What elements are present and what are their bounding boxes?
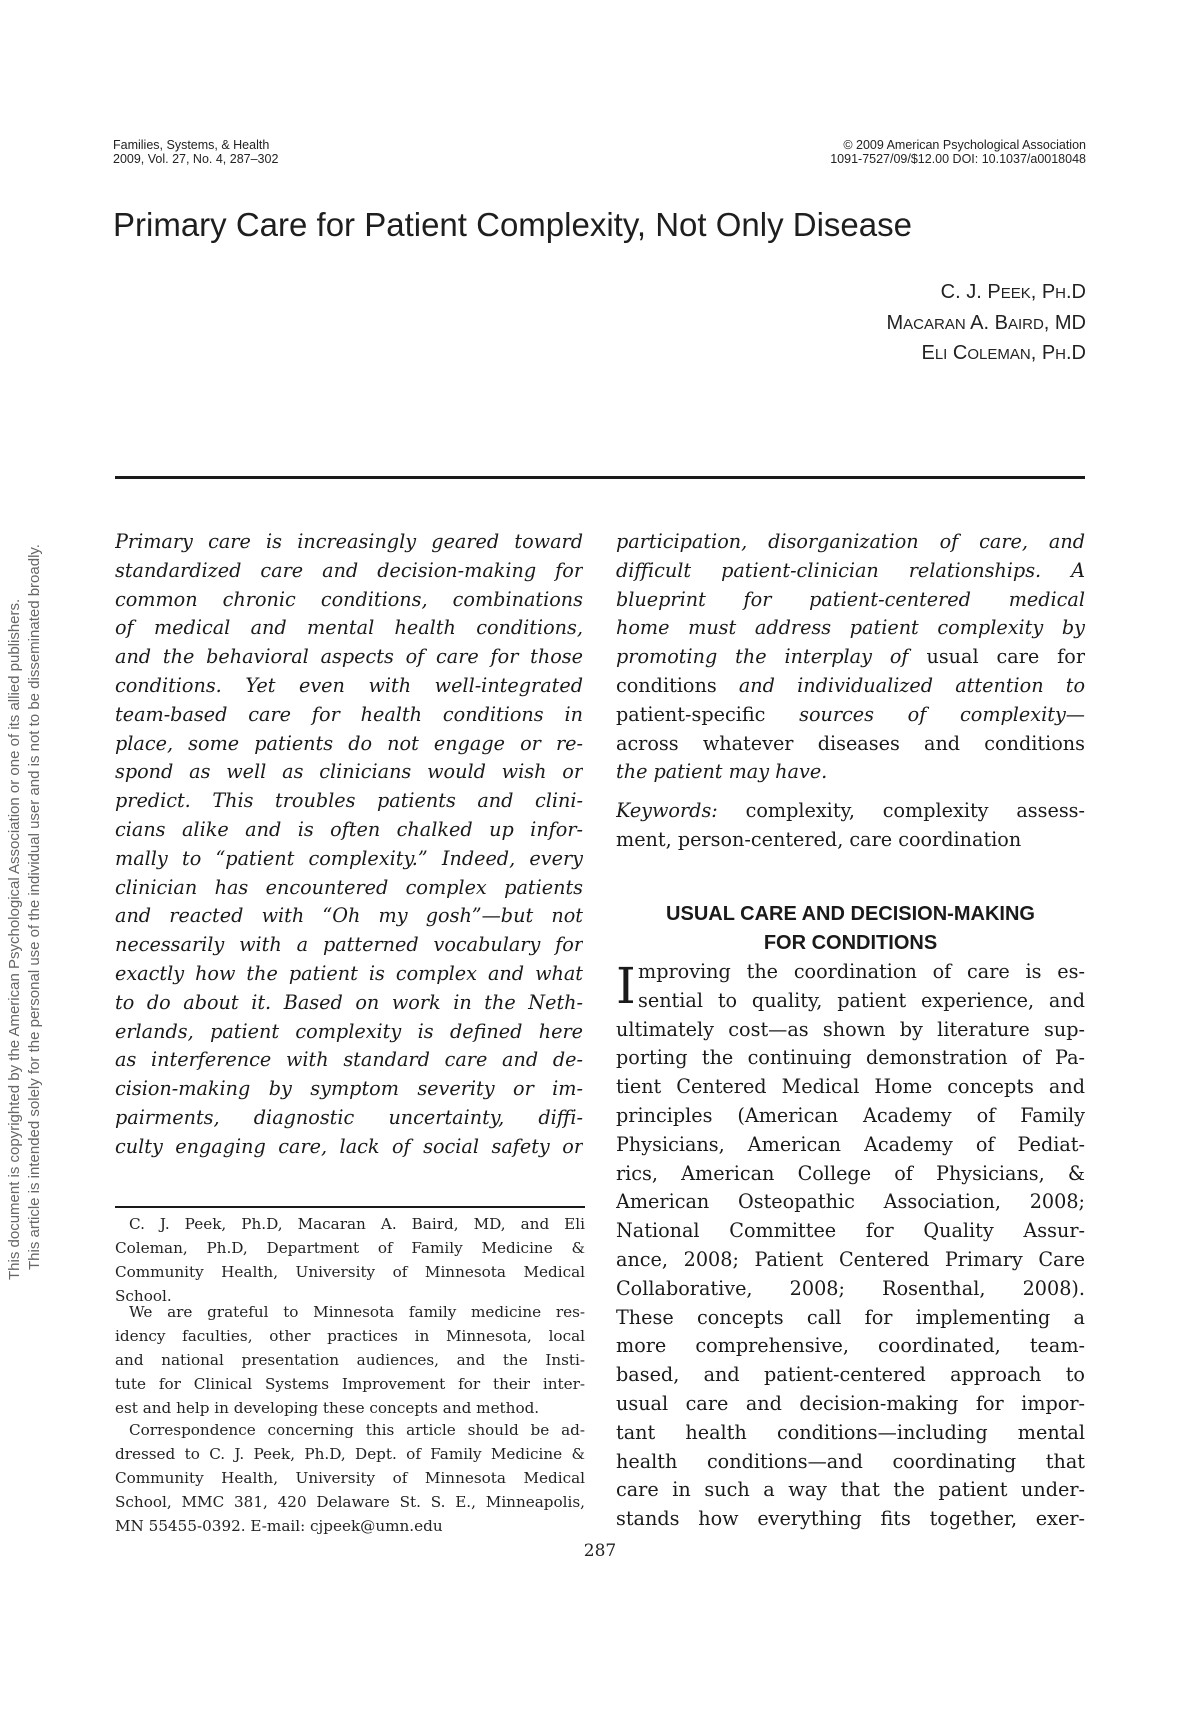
abstract-right-column [616,528,1085,855]
footnote-line: Community Health, University of Minnesota Medical [115,1469,585,1487]
footnote-line: School. [115,1287,172,1305]
keywords-line: ment, person-centered, care coordination [616,827,1022,851]
body-line: tant health conditions—including mental [616,1420,1085,1444]
keywords-line: Keywords: complexity, complexity assess- [616,799,1085,823]
footnote-line: School, MMC 381, 420 Delaware St. S. E., Minneapolis, [115,1493,585,1511]
abstract-line: blueprint for patient-centered medical [616,587,1085,611]
body-line: mproving the coordination of care is es- [638,960,1085,983]
footnote-line: dressed to C. J. Peek, Ph.D, Dept. of Family Medicine & [115,1445,585,1463]
body-line: usual care and decision-making for impor- [616,1391,1085,1415]
abstract-line: predict. This troubles patients and clini- [115,789,583,813]
body-line: more comprehensive, coordinated, team- [616,1334,1085,1358]
journal-name: Families, Systems, & Health [113,138,270,152]
footnote-rule [115,1206,585,1208]
footnote-affiliation [115,1212,585,1308]
section-heading: USUAL CARE AND DECISION-MAKING FOR CONDITIONS [666,903,1035,954]
abstract-line: cians alike and is often chalked up infor- [115,817,583,841]
abstract-left-column [115,528,583,1162]
body-line: tient Centered Medical Home concepts and [616,1075,1085,1099]
abstract-line: necessarily with a patterned vocabulary for [115,933,583,957]
abstract-line: home must address patient complexity by [616,616,1085,640]
abstract-line: to do about it. Based on work in the Neth- [115,990,583,1014]
body-line: Collaborative, 2008; Rosenthal, 2008). [616,1276,1085,1300]
abstract-line: and the behavioral aspects of care for those [115,645,583,669]
abstract-line: promoting the interplay of usual care for [616,645,1085,669]
abstract-line: cision-making by symptom severity or im- [115,1077,583,1101]
abstract-line: participation, disorganization of care, and [616,530,1085,553]
abstract-line: conditions and individualized attention to [616,673,1085,697]
abstract-line: spond as well as clinicians would wish or [115,760,583,784]
abstract-line: difficult patient-clinician relationships. A [616,558,1085,582]
footnote-line: Correspondence concerning this article should be ad- [129,1421,585,1439]
abstract-line: culty engaging care, lack of social safety or [115,1134,583,1158]
body-text-column [616,958,1085,1534]
footnote-line: Coleman, Ph.D, Department of Family Medicine & [115,1239,585,1257]
footnote-correspondence [115,1418,585,1538]
abstract-line: the patient may have. [616,760,828,784]
author-name: MACARAN A. BAIRD, MD [886,311,1086,334]
author-name: C. J. PEEK, PH.D [940,281,1086,303]
abstract-line: erlands, patient complexity is defined here [115,1019,583,1043]
page-number: 287 [583,1541,617,1561]
body-line: These concepts call for implementing a [616,1305,1085,1329]
abstract-line: team-based care for health conditions in [115,702,583,726]
abstract-line: patient-specific sources of complexity— [616,702,1085,726]
body-line: National Committee for Quality Assur- [616,1219,1085,1243]
usage-notice-vertical: This article is intended solely for the personal use of the individual user and is not to be disseminated broadly. [26,544,43,1270]
abstract-line: mally to “patient complexity.” Indeed, every [115,846,583,870]
abstract-line: as interference with standard care and de- [115,1048,583,1072]
body-line: Physicians, American Academy of Pediat- [616,1132,1085,1156]
abstract-line: common chronic conditions, combinations [115,587,583,611]
body-line: ultimately cost—as shown by literature sup- [616,1017,1085,1041]
body-line: porting the continuing demonstration of Pa- [616,1046,1085,1070]
footnote-line: and national presentation audiences, and the Insti- [115,1351,585,1369]
abstract-line: Primary care is increasingly geared toward [115,530,583,553]
abstract-line: of medical and mental health conditions, [115,616,583,640]
footnote-line: est and help in developing these concepts and method. [115,1399,540,1417]
drop-cap: I [616,957,636,1015]
body-line: principles (American Academy of Family [616,1103,1085,1127]
abstract-line: pairments, diagnostic uncertainty, diffi- [115,1105,583,1129]
footnote-acknowledgment [115,1300,585,1420]
abstract-line: and reacted with “Oh my gosh”—but not [115,904,583,928]
abstract-continuation [616,528,1085,787]
journal-volume: 2009, Vol. 27, No. 4, 287–302 [113,152,279,166]
body-line: ance, 2008; Patient Centered Primary Care [616,1247,1085,1271]
copyright-notice-vertical: This document is copyrighted by the American Psychological Association or one of its allied publishers. [6,598,23,1280]
copyright-line: © 2009 American Psychological Association [843,138,1086,152]
abstract-line: across whatever diseases and conditions [616,731,1085,755]
footnote-line: tute for Clinical Systems Improvement for their inter- [115,1375,585,1393]
header-rule [115,476,1085,479]
copyright-header [566,138,1086,166]
footnote-line: We are grateful to Minnesota family medicine res- [129,1303,585,1321]
article-title: Primary Care for Patient Complexity, Not Only Disease [113,206,912,243]
author-list [586,278,1086,370]
footnote-line: idency faculties, other practices in Minnesota, local [115,1327,585,1345]
body-line: stands how everything fits together, exer- [616,1507,1085,1531]
abstract-line: conditions. Yet even with well-integrated [115,673,583,697]
doi-line: 1091-7527/09/$12.00 DOI: 10.1037/a0018048 [830,152,1086,166]
footnote-line: Community Health, University of Minnesota Medical [115,1263,585,1281]
footnote-line: MN 55455-0392. E-mail: cjpeek@umn.edu [115,1517,443,1535]
abstract-line: standardized care and decision-making for [115,558,583,582]
body-line: based, and patient-centered approach to [616,1363,1085,1387]
body-line: American Osteopathic Association, 2008; [616,1190,1085,1214]
abstract-line: exactly how the patient is complex and what [115,961,583,985]
abstract-line: place, some patients do not engage or re- [115,731,583,755]
body-line: health conditions—and coordinating that [616,1449,1085,1473]
keywords [616,797,1085,855]
body-line: rics, American College of Physicians, & [616,1161,1085,1185]
author-name: ELI COLEMAN, PH.D [921,342,1086,364]
body-line: care in such a way that the patient under- [616,1478,1085,1502]
body-line: sential to quality, patient experience, and [638,988,1085,1012]
footnote-line: C. J. Peek, Ph.D, Macaran A. Baird, MD, and Eli [129,1215,585,1233]
journal-header [113,138,533,166]
abstract-line: clinician has encountered complex patients [115,875,583,899]
